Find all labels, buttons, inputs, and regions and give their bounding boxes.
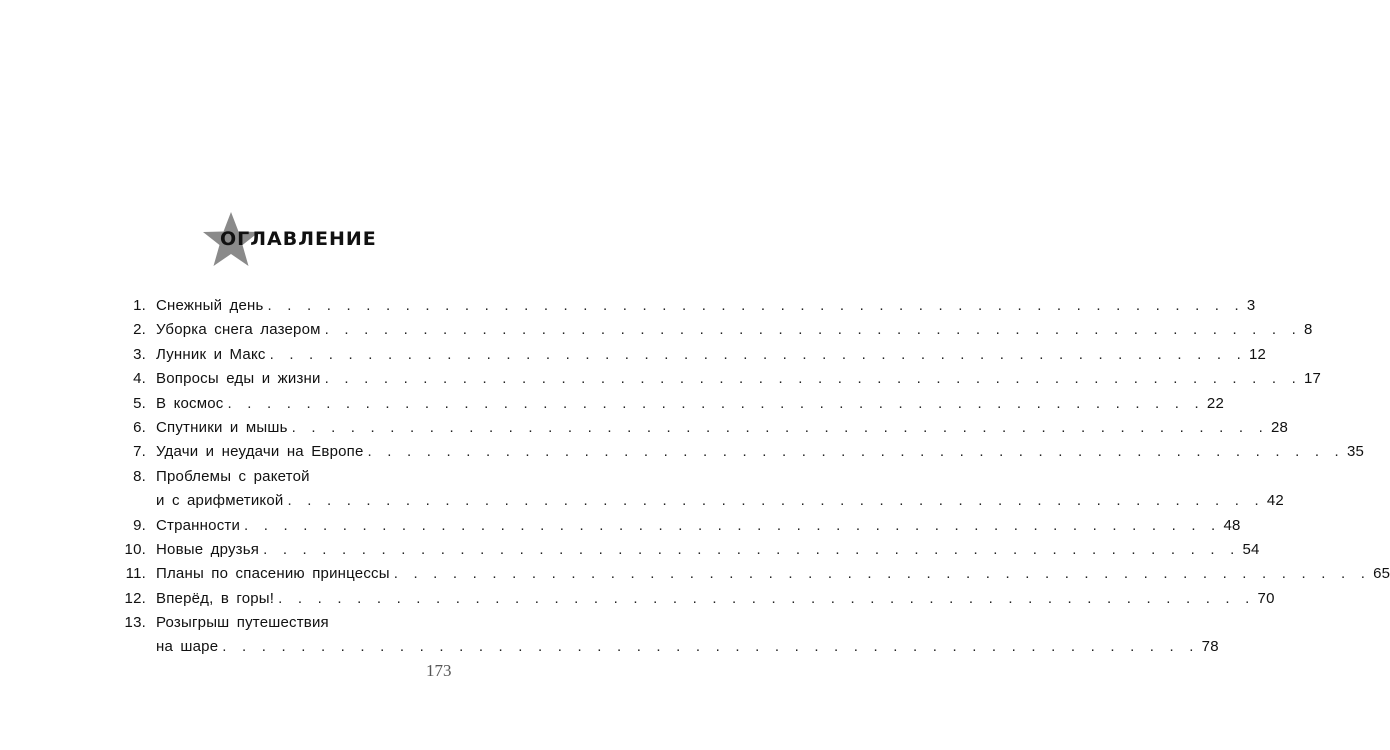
toc-entry <box>110 416 1289 440</box>
toc-entry-page: 65 <box>1373 565 1390 583</box>
toc-entry-number: 2. <box>133 321 146 339</box>
toc-entry <box>110 440 1365 464</box>
toc-entry-title: В космос <box>156 394 224 412</box>
toc-entry-title: Вопросы еды и жизни <box>156 370 321 388</box>
toc-entry-title: Планы по спасению принцессы <box>156 565 390 583</box>
table-of-contents <box>110 294 1390 660</box>
toc-entry-title: Проблемы с ракетой <box>156 467 310 485</box>
contents-heading <box>200 210 380 270</box>
toc-entry-page: 54 <box>1242 540 1260 558</box>
toc-entry-number: 5. <box>133 394 146 412</box>
toc-entry <box>110 514 1241 538</box>
toc-entry-title: и с арифметикой <box>156 492 284 510</box>
toc-entry <box>110 343 1267 367</box>
toc-dot-leader: . . . . . . . . . . . . . . . . . . . . . . . . . . . . . . . . . . . . . . . . . . . . . . . . . . <box>367 443 1343 461</box>
toc-entry-number: 6. <box>133 418 146 436</box>
toc-entry <box>110 367 1322 391</box>
toc-entry-title: Удачи и неудачи на Европе <box>156 443 364 461</box>
toc-entry-title: Лунник и Макс <box>156 345 266 363</box>
toc-entry-number: 11. <box>125 565 146 583</box>
toc-entry-page: 8 <box>1304 321 1313 339</box>
toc-entry-number: 4. <box>133 370 146 388</box>
toc-entry-number: 1. <box>133 297 146 314</box>
toc-entry-title: Розыгрыш путешествия <box>156 614 329 632</box>
toc-entry-title: Снежный день <box>156 297 264 314</box>
toc-entry <box>110 465 462 489</box>
toc-entry <box>110 318 1313 342</box>
toc-entry-page: 12 <box>1248 345 1267 363</box>
toc-entry-page: 48 <box>1223 516 1241 534</box>
toc-entry <box>110 538 1260 562</box>
toc-entry-number: 12. <box>124 589 146 607</box>
toc-entry-number: 7. <box>133 443 146 461</box>
toc-entry-page: 35 <box>1346 443 1365 461</box>
toc-entry <box>110 635 1219 659</box>
toc-dot-leader: . . . . . . . . . . . . . . . . . . . . . . . . . . . . . . . . . . . . . . . . . . . . . . . . . . <box>227 394 1203 412</box>
toc-dot-leader: . . . . . . . . . . . . . . . . . . . . . . . . . . . . . . . . . . . . . . . . . . . . . . . . . . <box>291 418 1267 436</box>
toc-dot-leader: . . . . . . . . . . . . . . . . . . . . . . . . . . . . . . . . . . . . . . . . . . . . . . . . . . <box>222 638 1198 656</box>
toc-entry-title: Странности <box>156 516 241 534</box>
toc-entry-title: Новые друзья <box>156 540 260 558</box>
toc-entry-number: 13. <box>124 614 146 632</box>
toc-entry <box>110 392 1224 416</box>
toc-entry-number: 9. <box>133 516 146 534</box>
toc-dot-leader: . . . . . . . . . . . . . . . . . . . . . . . . . . . . . . . . . . . . . . . . . . . . . . . . . . <box>278 589 1254 607</box>
toc-dot-leader: . . . . . . . . . . . . . . . . . . . . . . . . . . . . . . . . . . . . . . . . . . . . . . . . . . <box>324 321 1301 339</box>
toc-dot-leader: . . . . . . . . . . . . . . . . . . . . . . . . . . . . . . . . . . . . . . . . . . . . . . . . . . <box>393 565 1370 583</box>
toc-entry-page: 22 <box>1206 394 1224 412</box>
toc-entry-page: 70 <box>1257 589 1275 607</box>
toc-dot-leader: . . . . . . . . . . . . . . . . . . . . . . . . . . . . . . . . . . . . . . . . . . . . . . . . . . <box>244 516 1220 534</box>
toc-entry <box>110 611 462 635</box>
toc-entry-page: 78 <box>1201 638 1219 656</box>
toc-entry-number: 3. <box>133 345 146 363</box>
toc-dot-leader: . . . . . . . . . . . . . . . . . . . . . . . . . . . . . . . . . . . . . . . . . . . . . . . . . . <box>287 492 1263 510</box>
toc-entry <box>110 587 1275 611</box>
page-number: 173 <box>426 661 452 680</box>
contents-title: ОГЛАВЛЕНИЕ <box>220 228 377 250</box>
toc-entry-page: 3 <box>1246 297 1256 314</box>
toc-entry <box>110 562 1390 586</box>
toc-entry-number: 8. <box>133 467 146 485</box>
toc-entry-page: 17 <box>1304 370 1322 388</box>
toc-entry-page: 28 <box>1270 418 1289 436</box>
toc-entry-title: Уборка снега лазером <box>156 321 321 339</box>
toc-entry-title: на шаре <box>156 638 219 656</box>
toc-entry <box>110 489 1284 513</box>
toc-dot-leader: . . . . . . . . . . . . . . . . . . . . . . . . . . . . . . . . . . . . . . . . . . . . . . . . . . <box>267 297 1243 314</box>
toc-entry <box>110 294 1256 318</box>
toc-dot-leader: . . . . . . . . . . . . . . . . . . . . . . . . . . . . . . . . . . . . . . . . . . . . . . . . . . <box>324 370 1301 388</box>
toc-dot-leader: . . . . . . . . . . . . . . . . . . . . . . . . . . . . . . . . . . . . . . . . . . . . . . . . . . <box>269 345 1245 363</box>
toc-entry-title: Спутники и мышь <box>156 418 288 436</box>
toc-entry-title: Вперёд, в горы! <box>156 589 275 607</box>
toc-entry-number: 10. <box>124 540 146 558</box>
toc-dot-leader: . . . . . . . . . . . . . . . . . . . . . . . . . . . . . . . . . . . . . . . . . . . . . . . . . . <box>263 540 1239 558</box>
toc-entry-page: 42 <box>1266 492 1284 510</box>
